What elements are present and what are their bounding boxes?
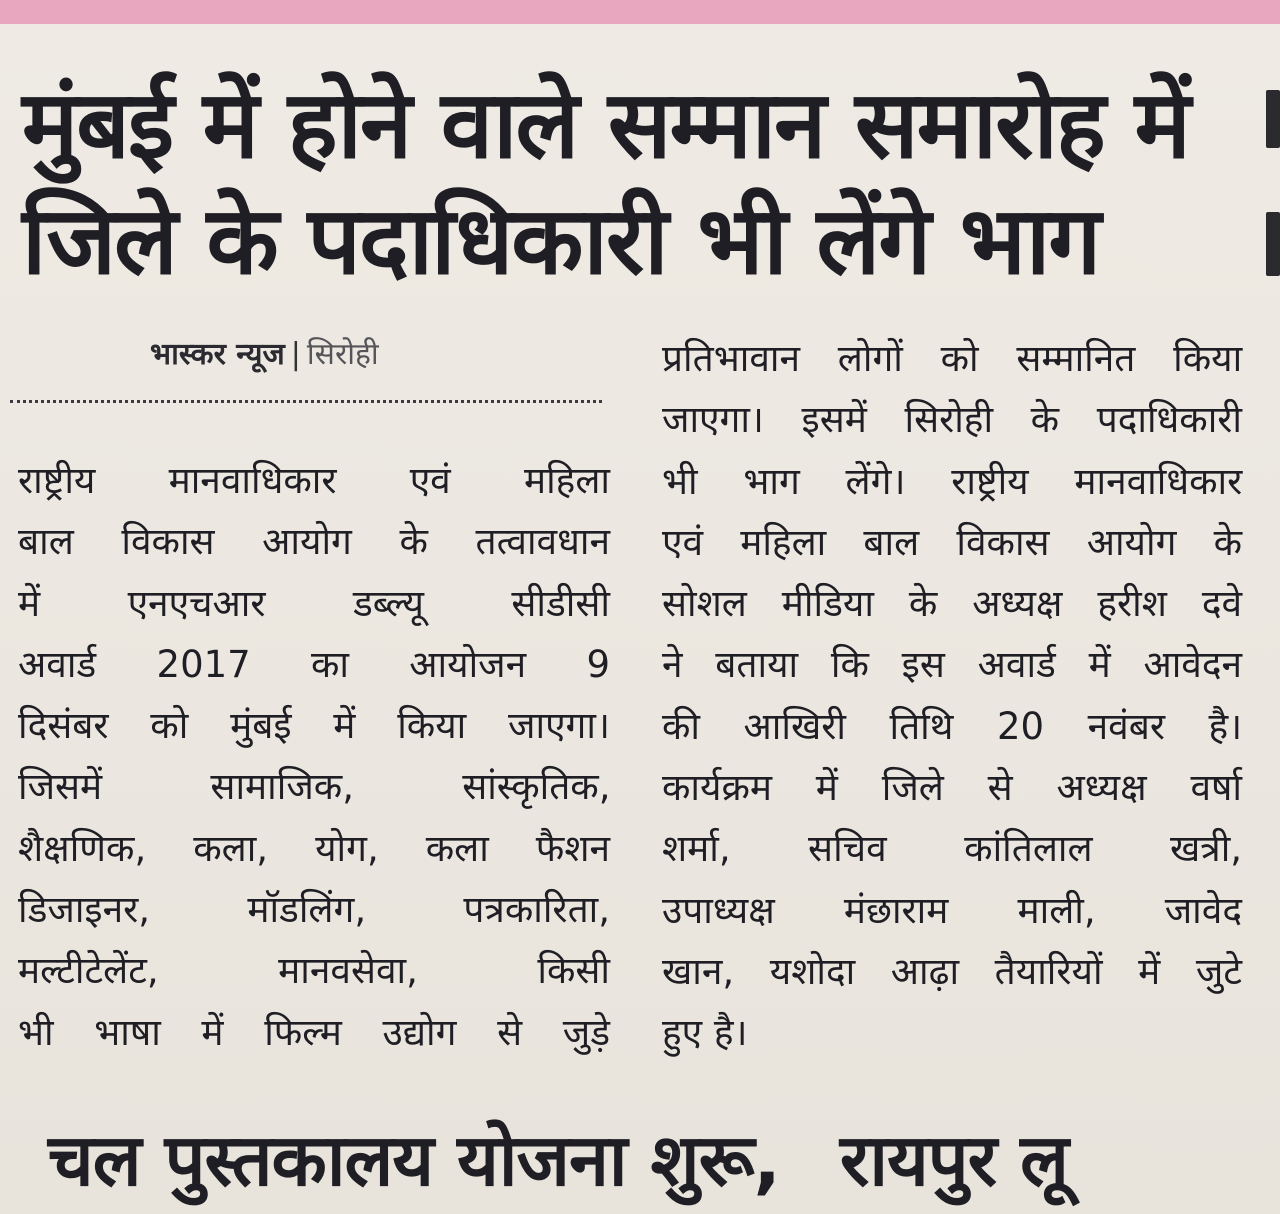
article-line: बाल विकास आयोग के तत्वावधान	[18, 520, 610, 564]
headline-line-1: मुंबई में होने वाले सम्मान समारोह में	[22, 71, 1189, 180]
article-line: प्रतिभावान लोगों को सम्मानित किया	[662, 337, 1243, 380]
article-line: जाएगा। इसमें सिरोही के पदाधिकारी	[662, 398, 1242, 442]
headline-line-2: जिले के पदाधिकारी भी लेंगे भाग	[22, 187, 1100, 296]
next-headline-part-2: रायपुर लू	[839, 1118, 1068, 1202]
article-line: कार्यक्रम में जिले से अध्यक्ष वर्षा	[662, 766, 1242, 810]
article-line: अवार्ड 2017 का आयोजन 9	[18, 642, 610, 686]
article-line: डिजाइनर, मॉडलिंग, पत्रकारिता,	[18, 888, 610, 932]
article-line: जिसमें सामाजिक, सांस्कृतिक,	[18, 765, 611, 809]
article-line: में एनएचआर डब्ल्यू सीडीसी	[18, 581, 610, 625]
article-line: भी भाग लेंगे। राष्ट्रीय मानवाधिकार	[662, 459, 1243, 503]
byline-place: सिरोही	[306, 337, 379, 372]
article-line: मल्टीटेलेंट, मानवसेवा, किसी	[18, 949, 610, 993]
top-color-band	[0, 0, 1280, 24]
article-line: की आखिरी तिथि 20 नवंबर है।	[662, 704, 1243, 748]
article-line: शैक्षणिक, कला, योग, कला फैशन	[18, 826, 611, 870]
article-line: राष्ट्रीय मानवाधिकार एवं महिला	[18, 459, 610, 502]
adjacent-column-edge	[1266, 90, 1280, 280]
article-line: खान, यशोदा आढ़ा तैयारियों में जुटे	[662, 949, 1242, 993]
edge-ink-mark	[1266, 90, 1280, 148]
byline	[150, 332, 379, 373]
next-headline-part-1: चल पुस्तकालय योजना शुरू,	[48, 1118, 780, 1202]
article-line: ने बताया कि इस अवार्ड में आवेदन	[662, 643, 1243, 687]
article-line: एवं महिला बाल विकास आयोग के	[662, 520, 1242, 564]
article-line: शर्मा, सचिव कांतिलाल खत्री,	[662, 827, 1243, 871]
article-line: उपाध्यक्ष मंछाराम माली, जावेद	[662, 888, 1242, 932]
byline-separator: |	[290, 337, 301, 372]
headline	[22, 68, 1232, 300]
article-line: हुए है।	[662, 1011, 748, 1055]
article-line: दिसंबर को मुंबई में किया जाएगा।	[18, 704, 610, 748]
edge-ink-mark	[1266, 212, 1280, 276]
byline-source: भास्कर न्यूज	[150, 337, 285, 372]
article-line: भी भाषा में फिल्म उद्योग से जुड़े	[18, 1010, 610, 1054]
article-line: सोशल मीडिया के अध्यक्ष हरीश दवे	[662, 582, 1243, 626]
article-column-right	[662, 328, 1242, 1064]
next-article-headline	[48, 1110, 1068, 1210]
dotted-divider	[10, 400, 602, 403]
article-column-left	[18, 450, 610, 1063]
